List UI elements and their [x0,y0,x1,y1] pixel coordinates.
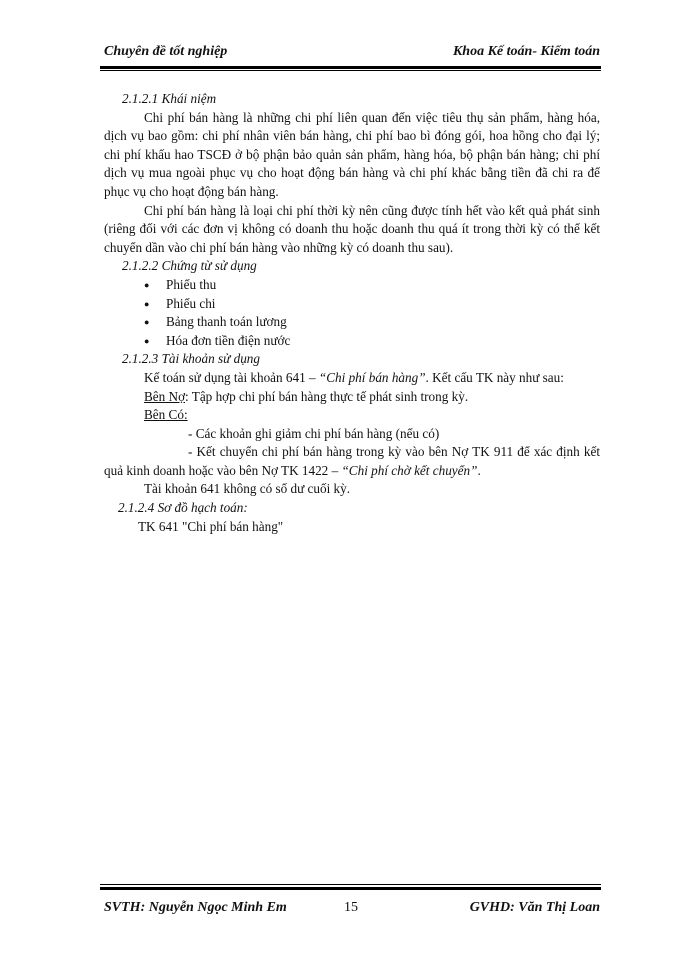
header-rule-thin [100,70,601,71]
list-item: ● Phiếu thu [144,276,600,295]
page-body [104,90,600,536]
header-department: Khoa Kế toán- Kiểm toán [452,44,600,59]
footer-supervisor: GVHD: Văn Thị Loan [469,900,600,915]
balance-note: Tài khoản 641 không có số dư cuối kỳ. [144,481,351,497]
footer-student: SVTH: Nguyễn Ngọc Minh Em [104,900,287,915]
account-intro [104,369,600,388]
list-item: ● Phiếu chi [144,295,600,314]
account-diagram-label: TK 641 "Chi phí bán hàng" [138,518,284,534]
header-course-title: Chuyên đề tốt nghiệp [104,44,228,59]
credit-side-label: Bên Có [144,407,184,423]
paragraph-period-cost: Chi phí bán hàng là loại chi phí thời kỳ nên cũng được tính hết vào kết quả phát sinh (riêng đối với các đơn vị không có doanh thu hoặc doanh thu quá ít trong thời kỳ có thể kết chuyển dần vào chi phí bán hàng vào những kỳ có doanh thu sau). [104,202,600,255]
account-intro-text: Kế toán sử dụng tài khoản 641 – [144,369,319,385]
footer-rule-thin [100,884,601,885]
heading-2-1-2-1: 2.1.2.1 Khái niệm [122,91,217,106]
credit-item-transfer [104,443,600,480]
credit-item-transfer-end: . [477,462,481,478]
heading-2-1-2-2: 2.1.2.2 Chứng từ sử dụng [122,258,257,274]
page-footer [104,900,600,920]
debit-side-label: Bên Nợ [144,388,186,404]
paragraph-definition: Chi phí bán hàng là những chi phí liên quan đến việc tiêu thụ sản phẩm, hàng hóa, dịch vụ bao gồm: chi phí nhân viên bán hàng, chi phí bao bì đóng gói, hoa hồng cho đại lý; chi phí khấu hao TSCĐ ở bộ phận bảo quản sản phẩm, hàng hóa, bộ phận bán hàng; chi phí dịch vụ mua ngoài phục vụ cho hoạt động bán hàng và chi phí khác bằng tiền đã chi ra để phục vụ cho hoạt động bán hàng. [104,109,600,199]
page-number: 15 [344,900,358,915]
heading-2-1-2-3: 2.1.2.3 Tài khoản sử dụng [122,351,260,367]
credit-item-reductions: - Các khoản ghi giảm chi phí bán hàng (nếu có) [188,425,440,441]
header-rule-thick [100,66,601,69]
debit-side [104,388,600,407]
account-name-quote: “Chi phí bán hàng” [318,369,426,385]
heading-2-1-2-4: 2.1.2.4 Sơ đồ hạch toán: [118,500,248,516]
account-intro-end: . Kết cấu TK này như sau: [425,369,564,385]
page-header [104,44,600,64]
footer-rule-thick [100,887,601,890]
credit-side [104,406,600,425]
credit-item-transfer-text: - Kết chuyển chi phí bán hàng trong kỳ vào bên Nợ TK 911 để xác định kết quả kinh doanh hoặc vào bên Nợ TK 1422 – [104,444,600,478]
list-item: ● Bảng thanh toán lương [144,313,600,332]
debit-side-text: : Tập hợp chi phí bán hàng thực tế phát sinh trong kỳ. [185,388,469,404]
deferred-account-quote: “Chi phí chờ kết chuyển” [341,462,478,478]
list-item: ● Hóa đơn tiền điện nước [144,332,600,351]
documents-list [104,276,600,350]
credit-side-colon: : [183,407,188,423]
